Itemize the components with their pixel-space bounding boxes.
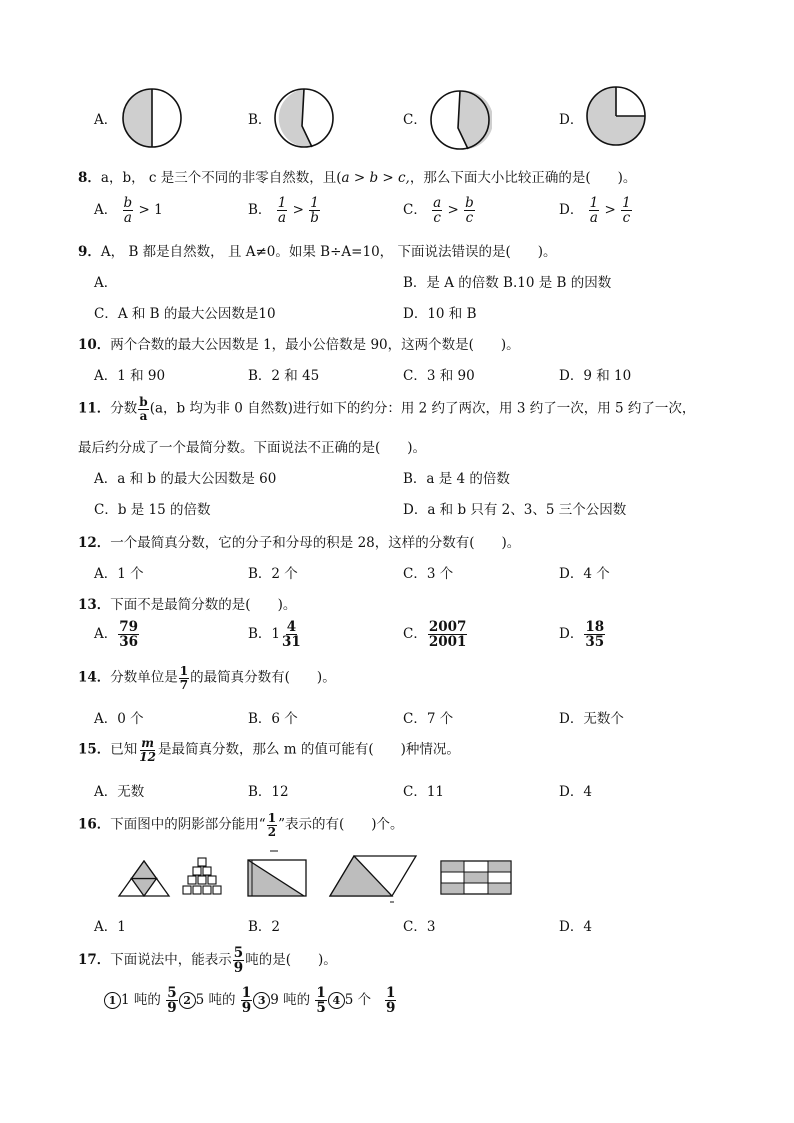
q16-option-d: D．4: [559, 919, 592, 935]
q13-option-c: C． $\frac{2007}{2001}$: [403, 619, 467, 651]
q8-option-a: A． $\frac{b}{a}$ > 1: [94, 195, 163, 227]
q13-stem: 13．下面不是最简分数的是( )。: [78, 597, 297, 613]
q9-option-b: B．是 A 的倍数 B.10 是 B 的因数: [403, 275, 612, 291]
q14-option-a: A．0 个: [94, 711, 144, 727]
q17-mark-4: 4: [328, 992, 345, 1009]
q13-option-b: B．1 $\frac{4}{31}$: [248, 619, 301, 651]
q7-option-c-circle: [428, 88, 492, 152]
q7-option-b-label: B．: [248, 112, 272, 128]
q7-option-c-label: C．: [403, 112, 427, 128]
q7-option-a-circle: [120, 86, 184, 150]
q14-stem: 14．分数单位是 $\frac{1}{7}$ 的最简真分数有( )。: [78, 664, 336, 692]
q10-option-a: A．1 和 90: [94, 368, 166, 384]
q10-option-b: B．2 和 45: [248, 368, 320, 384]
q17-mark-2: 2: [179, 992, 196, 1009]
q16-figure-triangle: [116, 858, 172, 898]
q16-figure-parallelogram: [326, 852, 420, 904]
q17-mark-1: 1: [104, 992, 121, 1009]
q13-option-a: A． $\frac{79}{36}$: [94, 619, 139, 651]
q12-option-b: B．2 个: [248, 566, 298, 582]
q12-option-c: C．3 个: [403, 566, 454, 582]
q12-stem: 12．一个最简真分数，它的分子和分母的积是 28，这样的分数有( )。: [78, 535, 521, 551]
q16-option-c: C．3: [403, 919, 436, 935]
q7-option-d-circle: [584, 84, 648, 148]
q8-option-d: D． $\frac{1}{a}$ > $\frac{1}{c}$: [559, 195, 631, 227]
q15-option-a: A．无数: [94, 784, 145, 800]
q10-option-d: D．9 和 10: [559, 368, 632, 384]
q16-figure-rectangle: [244, 850, 310, 900]
q9-option-c: C．A 和 B 的最大公因数是10: [94, 306, 276, 322]
q7-option-a-label: A．: [94, 112, 118, 128]
q17-mark-3: 3: [253, 992, 270, 1009]
q16-option-b: B．2: [248, 919, 281, 935]
q11-stem-line2: 最后约分成了一个最简分数。下面说法不正确的是( )。: [78, 440, 427, 456]
q8-stem: 8．a，b， c 是三个不同的非零自然数，且(a > b > c,，那么下面大小比较正确的是( )。: [78, 170, 637, 186]
q8-option-c: C． $\frac{a}{c}$ > $\frac{b}{c}$: [403, 195, 474, 227]
q15-stem: 15．已知 $\frac{m}{12}$ 是最简真分数，那么 m 的值可能有( )种情况。: [78, 736, 460, 764]
q16-stem: 16．下面图中的阴影部分能用“ $\frac{1}{2}$ ”表示的有( )个。: [78, 811, 404, 839]
q8-option-b: B． $\frac{1}{a}$ > $\frac{1}{b}$: [248, 195, 319, 227]
q9-option-d: D．10 和 B: [403, 306, 477, 322]
q16-option-a: A．1: [94, 919, 126, 935]
q17-stem: 17．下面说法中，能表示 $\frac{5}{9}$ 吨的是( )。: [78, 945, 337, 977]
q10-stem: 10．两个合数的最大公因数是 1，最小公倍数是 90，这两个数是( )。: [78, 337, 520, 353]
q15-option-c: C．11: [403, 784, 445, 800]
q11-option-b: B．a 是 4 的倍数: [403, 471, 510, 487]
q11-stem-line1: 11．分数 $\frac{b}{a}$ (a，b 均为非 0 自然数)进行如下的约分：用 2 约了两次，用 3 约了一次，用 5 约了一次，: [78, 395, 696, 423]
q7-option-d-label: D．: [559, 112, 584, 128]
q14-option-d: D．无数个: [559, 711, 624, 727]
q17-choices: 1 1 吨的 $\frac{5}{9}$ 2 5 吨的 $\frac{1}{9}$ 3 9 吨的 $\frac{1}{5}$ 4 5 个 $\frac{1}{9}$: [104, 986, 397, 1015]
q16-figure-grid: [438, 858, 514, 898]
q10-option-c: C．3 和 90: [403, 368, 475, 384]
q11-option-a: A．a 和 b 的最大公因数是 60: [94, 471, 277, 487]
q11-option-d: D．a 和 b 只有 2、3、5 三个公因数: [403, 502, 627, 518]
q14-option-b: B．6 个: [248, 711, 298, 727]
q15-option-d: D．4: [559, 784, 592, 800]
q9-option-a: A．: [94, 275, 118, 291]
q11-option-c: C．b 是 15 的倍数: [94, 502, 211, 518]
q12-option-a: A．1 个: [94, 566, 144, 582]
q15-option-b: B．12: [248, 784, 289, 800]
q7-option-b-circle: [272, 86, 336, 150]
q13-option-d: D． $\frac{18}{35}$: [559, 619, 605, 651]
q12-option-d: D．4 个: [559, 566, 610, 582]
q9-stem: 9．A， B 都是自然数， 且 A≠0。如果 B÷A=10， 下面说法错误的是( )。: [78, 244, 557, 260]
q14-option-c: C．7 个: [403, 711, 454, 727]
q16-figure-blocks: [180, 856, 226, 898]
